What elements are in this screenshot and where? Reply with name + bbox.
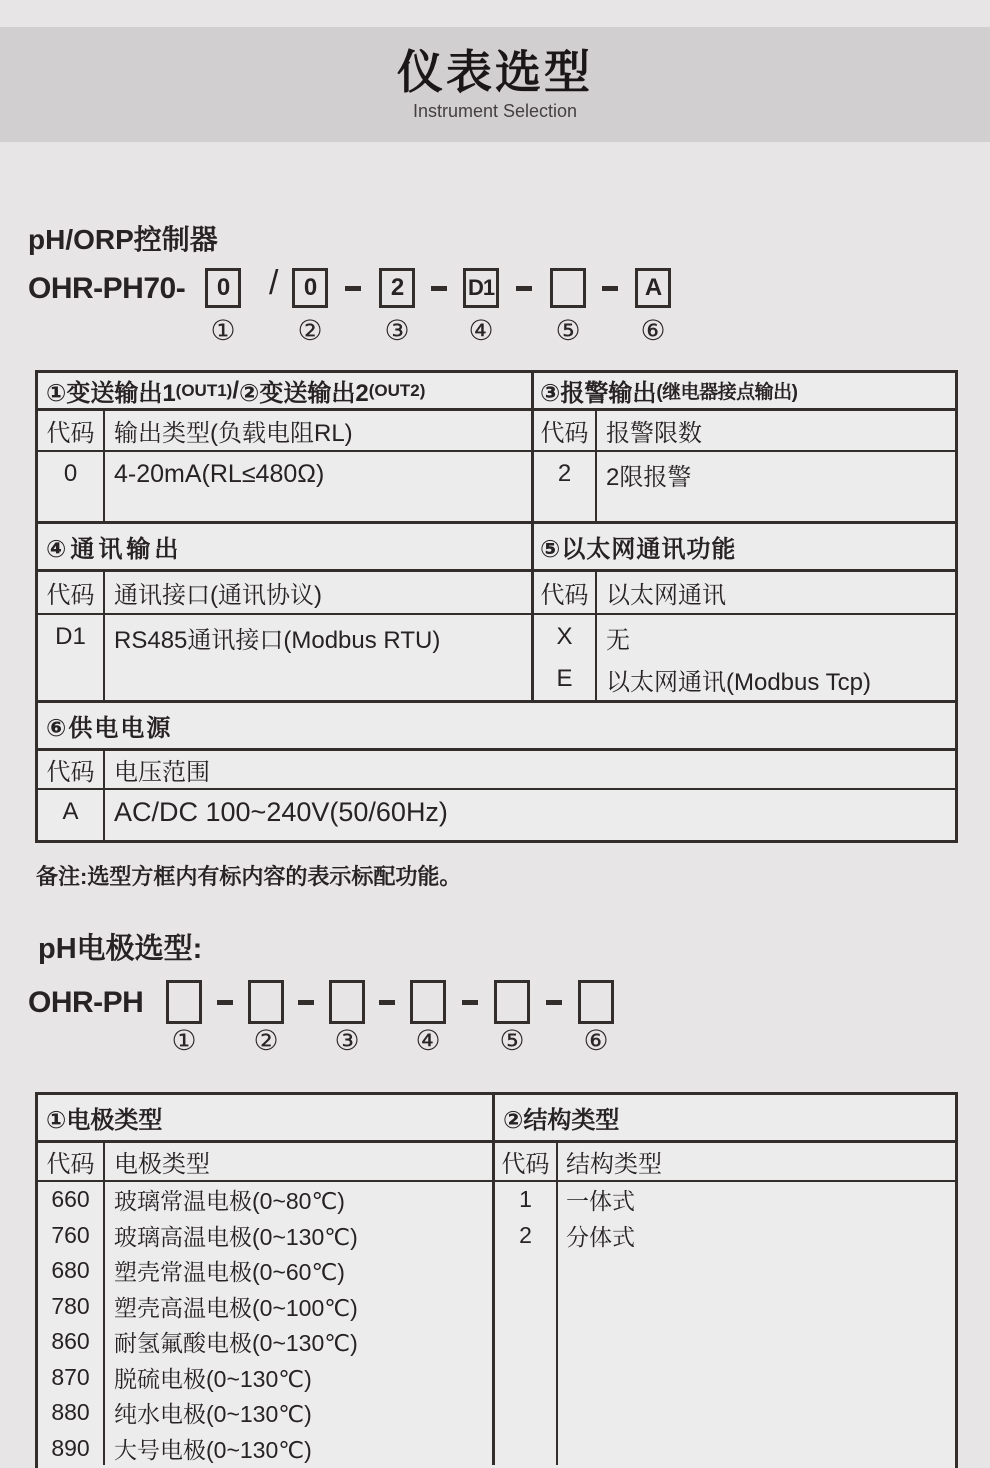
section-title-alarm (540, 373, 797, 408)
controller-heading: pH/ORP控制器 (28, 224, 218, 255)
section-title-structure-type: ②结构类型 (503, 1107, 620, 1134)
section-title-ethernet: ⑤以太网通讯功能 (540, 536, 737, 563)
col-header-code: 代码 (540, 420, 589, 447)
type-value: 以太网通讯(Modbus Tcp) (606, 668, 871, 696)
code-value: 760 (51, 1222, 90, 1248)
code-value: 780 (51, 1293, 90, 1319)
code-value: A (62, 798, 79, 825)
dash-separator (217, 1000, 233, 1005)
type-value: 分体式 (566, 1224, 635, 1250)
circled-3: ③ (334, 1025, 360, 1056)
col-header-type: 电极类型 (114, 1151, 210, 1178)
circled-2: ② (253, 1025, 279, 1056)
type-value: 无 (606, 626, 630, 654)
divider (103, 751, 105, 840)
code-value: 0 (63, 460, 78, 487)
title-text: ②变送输出2 (239, 380, 369, 407)
electrode-code-box-5 (494, 980, 530, 1024)
code-value: D1 (55, 623, 86, 650)
model-code-box-1: 0 (205, 268, 241, 308)
model-code-box-3: 2 (379, 268, 415, 308)
divider (595, 572, 597, 700)
code-value: 660 (51, 1186, 90, 1212)
title-small: (OUT1) (175, 380, 233, 400)
title-small: (继电器接点输出) (656, 382, 798, 403)
note-text: 备注:选型方框内有标内容的表示标配功能。 (36, 864, 462, 889)
model-code-box-5 (550, 268, 586, 308)
col-header-code: 代码 (46, 1151, 95, 1178)
code-value: 860 (51, 1328, 90, 1354)
dash-separator (462, 1000, 478, 1005)
col-header-type: 以太网通讯 (606, 582, 726, 609)
type-value: 脱硫电极(0~130℃) (114, 1366, 312, 1392)
col-header-code: 代码 (46, 759, 95, 786)
controller-model-code (28, 266, 708, 316)
electrode-code-box-3 (329, 980, 365, 1024)
col-header-type: 通讯接口(通讯协议) (114, 582, 322, 609)
header-band (0, 27, 990, 142)
dash-separator (431, 286, 447, 291)
type-value: 大号电极(0~130℃) (114, 1437, 312, 1463)
dash-separator (602, 286, 618, 291)
code-value: 880 (51, 1399, 90, 1425)
section-title-out12 (46, 373, 425, 408)
col-header-type: 报警限数 (606, 420, 702, 447)
electrode-code-box-4 (410, 980, 446, 1024)
code-value: 1 (519, 1186, 532, 1212)
title-sep: / (232, 376, 240, 404)
col-header-type: 输出类型(负载电阻RL) (114, 420, 353, 447)
model-code-box-6: A (635, 268, 671, 308)
divider (38, 450, 955, 452)
circled-2: ② (297, 315, 323, 346)
circled-4: ④ (468, 315, 494, 346)
col-header-code: 代码 (46, 582, 95, 609)
dash-separator (516, 286, 532, 291)
controller-position-labels (28, 314, 708, 350)
type-value: 纯水电极(0~130℃) (114, 1401, 312, 1427)
dash-separator (546, 1000, 562, 1005)
code-value: 2 (519, 1222, 532, 1248)
circled-1: ① (171, 1025, 197, 1056)
type-value: 2限报警 (606, 463, 692, 491)
divider (38, 700, 955, 703)
type-value: AC/DC 100~240V(50/60Hz) (114, 796, 448, 827)
title-text: ③报警输出 (540, 380, 657, 407)
circled-3: ③ (384, 315, 410, 346)
col-header-code: 代码 (540, 582, 589, 609)
code-value: 890 (51, 1435, 90, 1461)
circled-6: ⑥ (640, 315, 666, 346)
controller-selection-table (35, 370, 958, 843)
electrode-model-code (28, 978, 668, 1028)
model-code-box-2: 0 (292, 268, 328, 308)
slash-separator: / (269, 264, 279, 302)
circled-5: ⑤ (499, 1025, 525, 1056)
electrode-code-box-1 (166, 980, 202, 1024)
controller-model-prefix: OHR-PH70- (28, 272, 186, 305)
col-header-type: 电压范围 (114, 759, 210, 786)
divider (595, 411, 597, 521)
type-value: RS485通讯接口(Modbus RTU) (114, 626, 441, 654)
title-text: ①变送输出1 (46, 380, 176, 407)
electrode-position-labels (28, 1024, 668, 1060)
title-small: (OUT2) (368, 380, 426, 400)
model-code-box-4: D1 (463, 268, 499, 308)
type-value: 4-20mA(RL≤480Ω) (114, 459, 325, 488)
col-header-code: 代码 (501, 1151, 550, 1178)
section-title-comm: ④通讯输出 (46, 536, 183, 563)
code-value: 2 (557, 460, 572, 487)
divider (103, 1143, 105, 1465)
electrode-code-box-6 (578, 980, 614, 1024)
col-header-code: 代码 (46, 420, 95, 447)
divider (103, 411, 105, 521)
code-value: 680 (51, 1257, 90, 1283)
circled-1: ① (210, 315, 236, 346)
circled-6: ⑥ (583, 1025, 609, 1056)
code-value: E (556, 665, 573, 692)
type-value: 塑壳常温电极(0~60℃) (114, 1259, 345, 1285)
electrode-code-box-2 (248, 980, 284, 1024)
type-value: 塑壳高温电极(0~100℃) (114, 1295, 358, 1321)
divider (556, 1143, 558, 1465)
type-value: 一体式 (566, 1188, 635, 1214)
page-subtitle: Instrument Selection (412, 101, 578, 122)
circled-4: ④ (415, 1025, 441, 1056)
section-title-power: ⑥供电电源 (46, 715, 173, 742)
code-value: X (556, 623, 573, 650)
dash-separator (379, 1000, 395, 1005)
dash-separator (345, 286, 361, 291)
code-value: 870 (51, 1364, 90, 1390)
page-title: 仪表选型 (397, 45, 593, 98)
divider (103, 572, 105, 700)
dash-separator (298, 1000, 314, 1005)
type-value: 玻璃常温电极(0~80℃) (114, 1188, 345, 1214)
type-value: 玻璃高温电极(0~130℃) (114, 1224, 358, 1250)
electrode-model-prefix: OHR-PH (28, 986, 144, 1019)
electrode-selection-table (35, 1092, 958, 1468)
circled-5: ⑤ (555, 315, 581, 346)
col-header-type: 结构类型 (566, 1151, 662, 1178)
section-title-electrode-type: ①电极类型 (46, 1107, 163, 1134)
electrode-heading: pH电极选型: (38, 933, 203, 965)
type-value: 耐氢氟酸电极(0~130℃) (114, 1330, 358, 1356)
divider (38, 613, 955, 615)
